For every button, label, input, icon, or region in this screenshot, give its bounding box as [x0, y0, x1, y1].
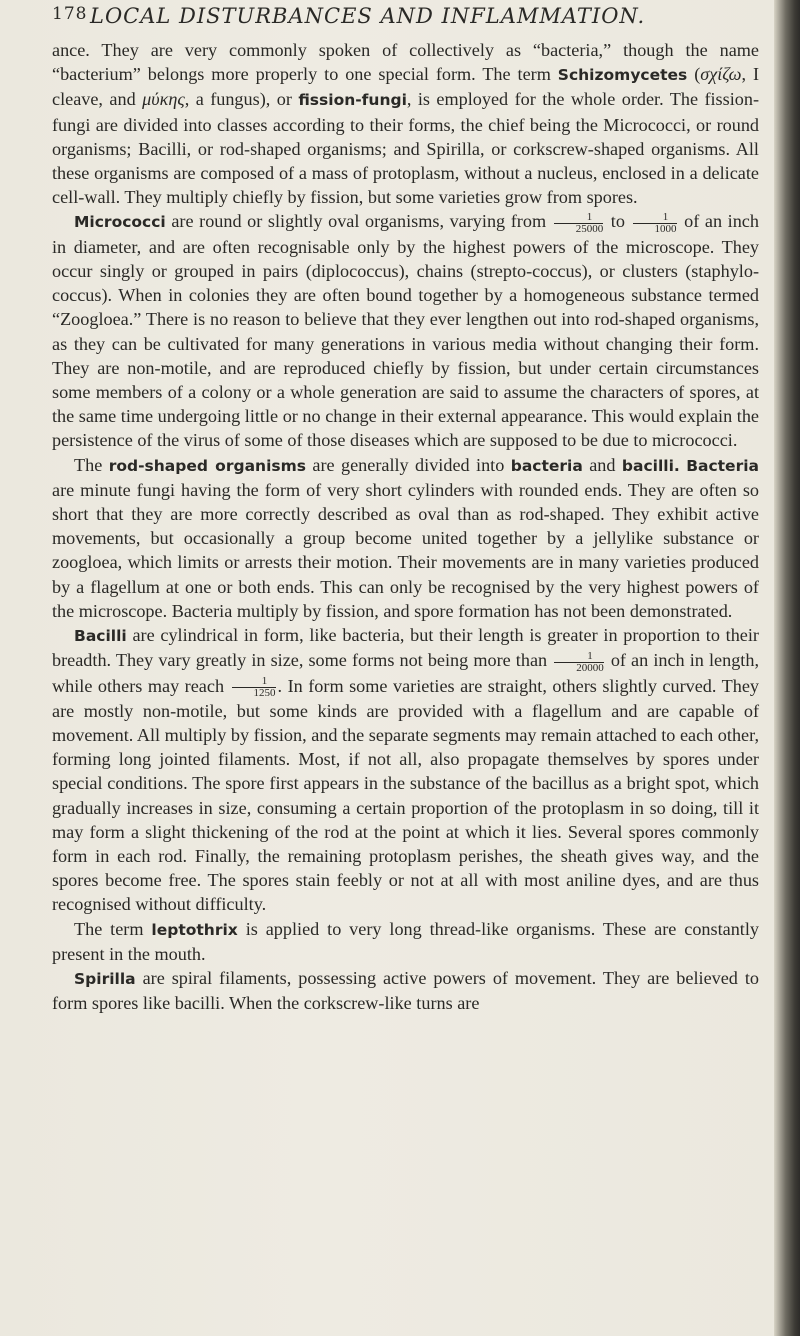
- term-spirilla: Spirilla: [74, 970, 136, 989]
- term-micrococci: Micrococci: [74, 213, 166, 232]
- term-rod-shaped-organisms: rod-shaped organisms: [108, 456, 306, 475]
- paragraph-spirilla: Spirilla are spiral filaments, possessing active powers of movement. They are believed to form spores like bacilli. When the corkscrew-like turns are: [52, 968, 759, 1014]
- page-number: 178: [52, 4, 88, 24]
- term-leptothrix: leptothrix: [151, 920, 238, 939]
- greek-word-fungus: μύκης: [142, 89, 185, 110]
- term-bacilli-heading: Bacilli: [74, 627, 127, 645]
- running-title: LOCAL DISTURBANCES AND INFLAMMATION.: [90, 4, 646, 28]
- fraction: $\frac{1}{20000}$: [554, 651, 604, 674]
- paragraph-rod-shaped: The rod-shaped organisms are generally divided into bacteria and bacilli. Bacteria are minute fungi having the form of very short cylinders with rounded ends. They are often so short that they are more correctly described as oval than as rod-shaped. They exhibit active movements, but occasionally a group become united together by a jellylike substance or zoogloea, which limits or arrests their motion. Their movements are in many varieties produced by a flagellum at one or both ends. This can only be recognised by the very highest powers of the microscope. Bacteria multiply by fission, and spore formation has not been demonstrated.: [52, 454, 759, 621]
- page-edge-shadow: [774, 0, 800, 1336]
- body-text: [52, 38, 759, 1016]
- fraction: $\frac{1}{25000}$: [554, 212, 604, 235]
- paragraph-micrococci: Micrococci are round or slightly oval organisms, varying from $\frac{1}{25000}$ to $\frac{1}{1000}$ of an inch in diameter, and are often recognisable only by the highest powers of the microscope. They occur singly or grouped in pairs (diplococcus), chains (strepto-coccus), or clusters (staphylo-coccus). When in colonies they are often bound together by a homogeneous substance termed “Zoogloea.” There is no reason to believe that they ever lengthen out into rod-shaped organisms, as they can be cultivated for many generations in various media without changing their form. They are non-motile, and are reproduced chiefly by fission, but under certain circumstances some members of a colony or a whole generation are said to assume the characters of spores, at the same time undergoing little or no change in their external appearance. This would explain the persistence of the virus of some of those diseases which are supposed to be due to micrococci.: [52, 210, 759, 451]
- running-header: [52, 4, 752, 30]
- term-bacilli: bacilli.: [621, 456, 680, 475]
- term-bacteria: bacteria: [510, 456, 583, 475]
- paragraph-bacilli: Bacilli are cylindrical in form, like bacteria, but their length is greater in proportion to their breadth. They vary greatly in size, some forms not being more than $\frac{1}{20000}$ of an inch in length, while others may reach $\frac{1}{1250}$ . In form some varieties are straight, others slightly curved. They are mostly non-motile, but some kinds are provided with a flagellum and are capable of movement. All multiply by fission, and the separate segments may remain attached to each other, forming long jointed filaments. Most, if not all, also propagate themselves by spores under special conditions. The spore first appears in the substance of the bacillus as a bright spot, which gradually increases in size, consuming a certain proportion of the protoplasm in so doing, till it may form a slight thickening of the rod at the point at which it lies. Several spores commonly form in each rod. Finally, the remaining protoplasm perishes, the sheath gives way, and the spores become free. The spores stain feebly or not at all with most aniline dyes, and are thus recognised without difficulty.: [52, 625, 759, 915]
- paragraph-leptothrix: The term leptothrix is applied to very long thread-like organisms. These are constantly present in the mouth.: [52, 918, 760, 964]
- term-schizomycetes: Schizomycetes: [557, 66, 688, 85]
- fraction: $\frac{1}{1000}$: [633, 212, 677, 235]
- term-bacteria-heading: Bacteria: [686, 456, 759, 475]
- greek-word-cleave: σχίζω: [700, 64, 742, 85]
- term-fission-fungi: fission-fungi: [298, 91, 407, 110]
- paragraph-bacteria-intro: ance. They are very commonly spoken of collectively as “bacteria,” though the name “bacterium” belongs more properly to one special form. The term Schizomycetes (σχίζω, I cleave, and μύκης, a fungus), or fission-fungi, is employed for the whole order. The fission-fungi are divided into classes according to their forms, the chief being the Micrococci, or round organisms; Bacilli, or rod-shaped organisms; and Spirilla, or corkscrew-shaped organisms. All these organisms are composed of a mass of protoplasm, without a nucleus, enclosed in a delicate cell-wall. They multiply chiefly by fission, but some varieties grow from spores.: [52, 40, 760, 208]
- fraction: $\frac{1}{1250}$: [232, 676, 276, 699]
